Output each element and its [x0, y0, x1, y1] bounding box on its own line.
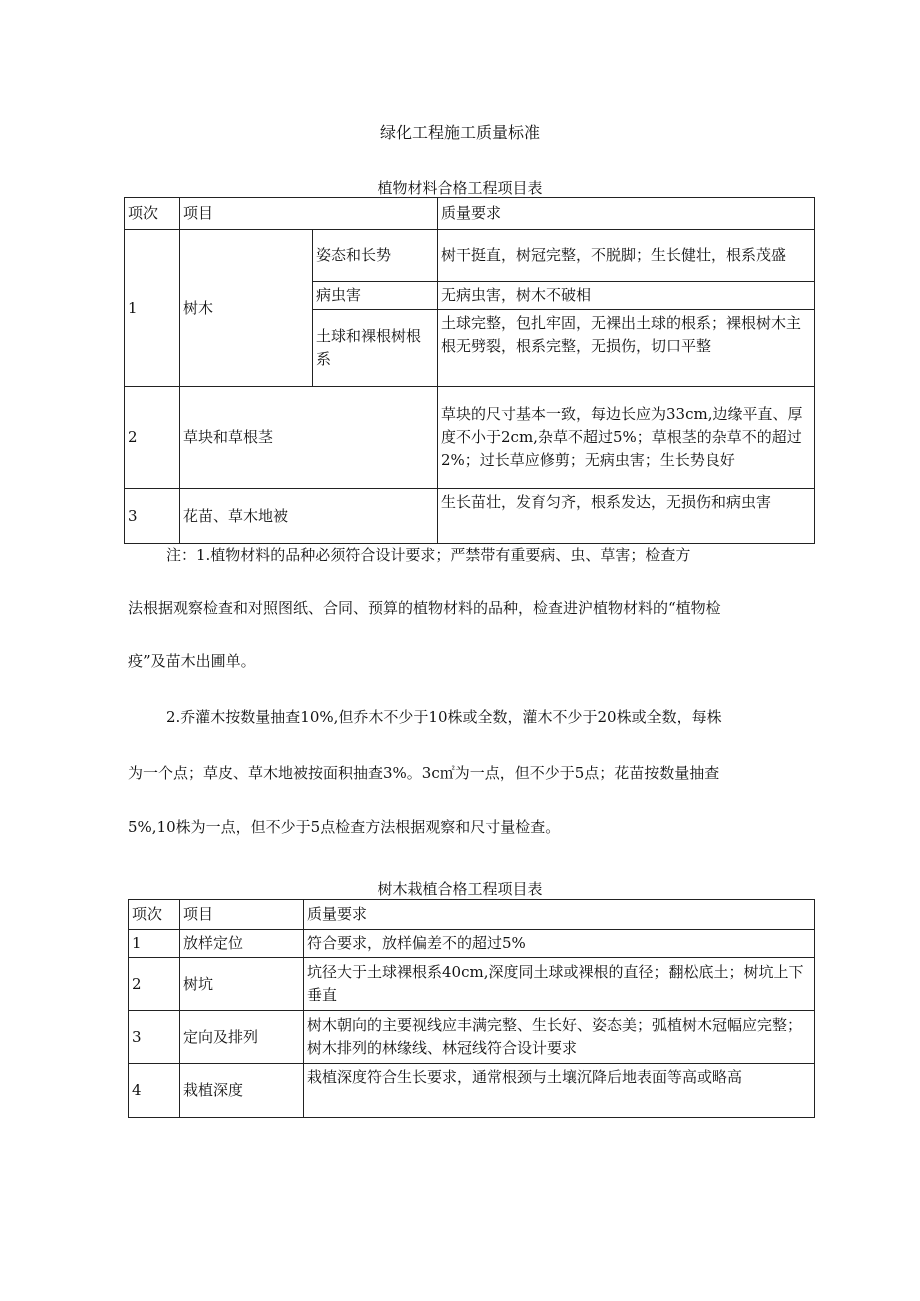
row-item: 草块和草根茎 [180, 387, 438, 489]
row-requirement: 无病虫害，树木不破相 [438, 282, 815, 310]
row-index: 2 [125, 387, 180, 489]
row-item: 树坑 [180, 958, 304, 1011]
header-index: 项次 [125, 198, 180, 230]
row-index: 1 [129, 930, 180, 958]
table-row [129, 958, 815, 1011]
row-index: 4 [129, 1064, 180, 1118]
row-requirement: 符合要求，放样偏差不的超过5% [304, 930, 815, 958]
row-subitem: 病虫害 [313, 282, 438, 310]
tree-planting-table [128, 899, 815, 1118]
table-header-row [125, 198, 815, 230]
row-subitem: 土球和裸根树根系 [313, 310, 438, 387]
row-item: 栽植深度 [180, 1064, 304, 1118]
row-index: 3 [129, 1011, 180, 1064]
note-2-line-1: 2.乔灌木按数量抽查10%,但乔木不少于10株或全数，灌木不少于20株或全数，每株 [166, 708, 722, 726]
row-item: 定向及排列 [180, 1011, 304, 1064]
document-title: 绿化工程施工质量标准 [379, 123, 540, 142]
row-index: 3 [125, 489, 180, 544]
row-requirement: 草块的尺寸基本一致，每边长应为33cm,边缘平直、厚度不小于2cm,杂草不超过5%；草根茎的杂草不的超过2%；过长草应修剪；无病虫害；生长势良好 [438, 387, 815, 489]
row-item: 花苗、草木地被 [180, 489, 438, 544]
row-requirement: 生长苗壮，发育匀齐，根系发达，无损伤和病虫害 [438, 489, 815, 544]
header-item: 项目 [180, 900, 304, 930]
row-item: 树木 [180, 230, 313, 387]
row-requirement: 土球完整，包扎牢固，无裸出土球的根系；裸根树木主根无劈裂，根系完整，无损伤，切口平整 [438, 310, 815, 387]
table2-caption: 树木栽植合格工程项目表 [377, 880, 543, 898]
row-item: 放样定位 [180, 930, 304, 958]
header-index: 项次 [129, 900, 180, 930]
row-requirement: 树木朝向的主要视线应丰满完整、生长好、姿态美；弧植树木冠幅应完整；树木排列的林缘线、林冠线符合设计要求 [304, 1011, 815, 1064]
table-row [129, 930, 815, 958]
table-row [125, 489, 815, 544]
row-index: 1 [125, 230, 180, 387]
row-requirement: 坑径大于土球裸根系40cm,深度同土球或裸根的直径；翻松底土；树坑上下垂直 [304, 958, 815, 1011]
row-requirement: 树干挺直，树冠完整，不脱脚；生长健壮，根系茂盛 [438, 230, 815, 282]
note-2-line-3: 5%,10株为一点，但不少于5点检查方法根据观察和尺寸量检查。 [128, 818, 561, 836]
header-requirement: 质量要求 [438, 198, 815, 230]
note-1-line-1: 注：1.植物材料的品种必须符合设计要求；严禁带有重要病、虫、草害；检查方 [166, 546, 691, 564]
header-requirement: 质量要求 [304, 900, 815, 930]
table-row [125, 387, 815, 489]
table-header-row [129, 900, 815, 930]
table-row [129, 1011, 815, 1064]
note-2-line-2: 为一个点；草皮、草木地被按面积抽查3%。3c㎡为一点，但不少于5点；花苗按数量抽查 [128, 764, 720, 782]
row-subitem: 姿态和长势 [313, 230, 438, 282]
table-row [129, 1064, 815, 1118]
row-requirement: 栽植深度符合生长要求，通常根颈与土壤沉降后地表面等高或略高 [304, 1064, 815, 1118]
note-1-line-3: 疫”及苗木出圃单。 [128, 652, 256, 670]
table1-caption: 植物材料合格工程项目表 [377, 179, 543, 197]
table-row [125, 230, 815, 282]
row-index: 2 [129, 958, 180, 1011]
note-1-line-2: 法根据观察检查和对照图纸、合同、预算的植物材料的品种，检查进沪植物材料的“植物检 [128, 599, 721, 617]
header-item: 项目 [180, 198, 438, 230]
plant-material-table [124, 197, 815, 544]
